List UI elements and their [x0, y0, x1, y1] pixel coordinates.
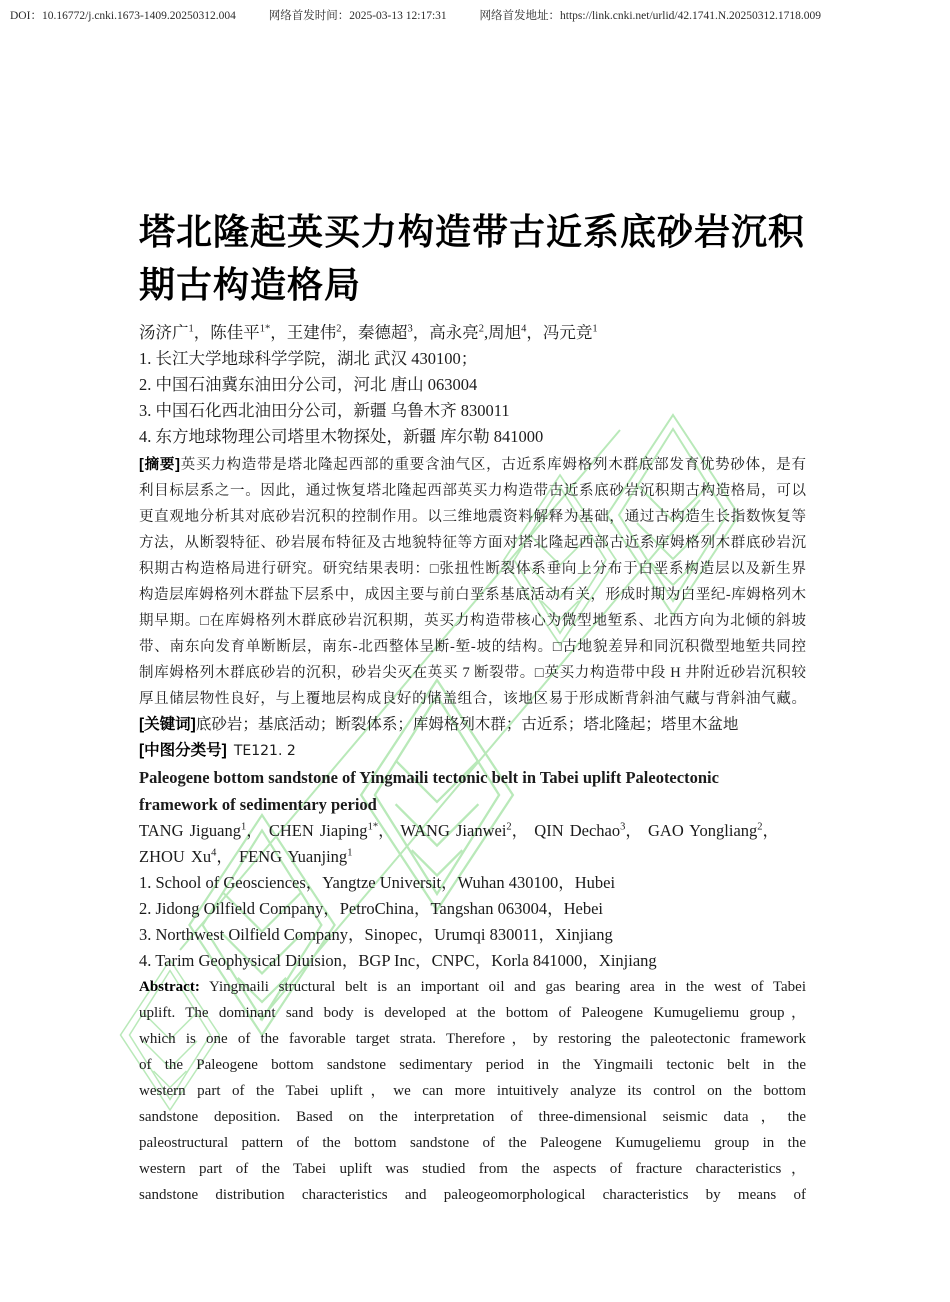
abstract-cn-line: 厚且储层物性良好，与上覆地层构成良好的储盖组合，该地区易于形成断背斜油气藏与背斜油气藏。 [139, 691, 806, 707]
author-affiliation-superscript: 1* [367, 821, 379, 833]
author-separator: ， [270, 323, 287, 342]
author-name: 冯元竞 [542, 323, 593, 342]
affiliation-cn-line: 2. 中国石油冀东油田分公司，河北 唐山 063004 [139, 375, 478, 394]
author-separator: ， [625, 821, 649, 840]
abstract-en-line: uplift. The dominant sand body is developed at the bottom of Paleogene Kumugeliemu group， [139, 1005, 806, 1021]
affiliation-cn-line: 1. 长江大学地球科学学院，湖北 武汉 430100； [139, 349, 478, 368]
abstract-cn-label: [摘要] [139, 457, 180, 473]
abstract-cn-line: 更直观地分析其对底砂岩沉积的控制作用。以三维地震资料解释为基础，通过古构造生长指数恢复等 [139, 509, 806, 525]
author-name: 陈佳平 [210, 323, 260, 342]
affiliation-en-line: 3. Northwest Oilfield Company，Sinopec，Urumqi 830011，Xinjiang [139, 925, 613, 944]
title-en-line: framework of sedimentary period [139, 795, 377, 814]
abstract-en-line: western part of the Tabei uplift was studied from the aspects of fracture characteristics， [139, 1161, 806, 1177]
doi-text: DOI：10.16772/j.cnki.1673-1409.20250312.004 [10, 10, 236, 22]
author-name: 周旭 [488, 323, 522, 342]
author-name: FENG Yuanjing [239, 847, 348, 866]
article-title-cn [139, 205, 806, 311]
title-cn-line: 期古构造格局 [139, 264, 362, 305]
authors-en-line [139, 818, 806, 844]
author-affiliation-superscript: 1 [240, 821, 247, 833]
authors-en-line [139, 844, 806, 870]
author-affiliation-superscript: 1* [259, 323, 271, 335]
abstract-en-line: sandstone distribution characteristics and paleogeomorphological characteristics by means of [139, 1187, 806, 1203]
abstract-cn-line: 方法，从断裂特征、砂岩展布特征及古地貌特征等方面对塔北隆起西部古近系库姆格列木群底砂岩沉 [139, 535, 806, 551]
author-affiliation-superscript: 2 [506, 821, 512, 833]
author-affiliation-superscript: 1 [592, 323, 598, 335]
affiliation-cn-line: 3. 中国石化西北油田分公司，新疆 乌鲁木齐 830011 [139, 401, 510, 420]
author-name: 秦德超 [358, 323, 408, 342]
abstract-cn-line: 利目标层系之一。因此，通过恢复塔北隆起西部英买力构造带古近系底砂岩沉积期古构造格局，可以 [139, 483, 806, 499]
authors-en [139, 818, 806, 870]
title-en-line: Paleogene bottom sandstone of Yingmaili tectonic belt in Tabei uplift Paleotectonic [139, 768, 719, 787]
author-separator: ， [378, 821, 401, 840]
author-affiliation-superscript: 2 [757, 821, 763, 833]
affiliations-en [139, 870, 806, 974]
author-separator: ， [246, 821, 269, 840]
publish-time-text: 网络首发时间：2025-03-13 12:17:31 [268, 10, 447, 22]
affiliation-en-line: 4. Tarim Geophysical Diuision，BGP Inc，CNPC，Korla 841000，Xinjiang [139, 951, 657, 970]
keywords-cn [139, 712, 806, 738]
authors-cn [139, 320, 806, 346]
page-header [10, 7, 851, 23]
author-affiliation-superscript: 1 [188, 323, 194, 335]
author-name: QIN Dechao [534, 821, 621, 840]
clc-label: [中图分类号] [139, 742, 227, 759]
author-separator: ， [412, 323, 430, 342]
abstract-en-line: western part of the Tabei uplift，we can more intuitively analyze its control on the bottom [139, 1083, 806, 1099]
abstract-cn-line: 制库姆格列木群底砂岩的沉积，砂岩尖灭在英买 7 断裂带。□英买力构造带中段 H 井附近砂岩沉积较 [139, 665, 806, 681]
author-separator: ， [511, 821, 535, 840]
affiliations-cn [139, 346, 806, 450]
author-separator: ， [216, 847, 239, 866]
keywords-cn-text: 底砂岩；基底活动；断裂体系；库姆格列木群；古近系；塔北隆起；塔里木盆地 [195, 716, 739, 733]
article-title-en [139, 764, 806, 818]
author-name: CHEN Jiaping [268, 821, 368, 840]
abstract-cn-line: 积期古构造格局进行研究。研究结果表明：□张扭性断裂体系垂向上分布于白垩系构造层以及新生界 [139, 561, 806, 577]
author-affiliation-superscript: 3 [620, 821, 626, 833]
keywords-cn-label: [关键词] [139, 716, 196, 733]
abstract-en-line: Abstract: Yingmaili structural belt is an important oil and gas bearing area in the west of Tabei [139, 979, 806, 995]
author-affiliation-superscript: 4 [521, 323, 527, 335]
author-name: 高永亮 [429, 323, 479, 342]
abstract-en-line: sandstone deposition. Based on the interpretation of three-dimensional seismic data，the [139, 1109, 806, 1125]
abstract-en [139, 974, 806, 1208]
article-content [139, 205, 806, 1208]
author-affiliation-superscript: 4 [211, 847, 217, 859]
publish-url-text: 网络首发地址：https://link.cnki.net/urlid/42.1741.N.20250312.1718.009 [479, 10, 822, 22]
clc-number [139, 738, 806, 764]
author-affiliation-superscript: 2 [478, 323, 484, 335]
author-name: 王建伟 [286, 323, 337, 342]
abstract-en-line: which is one of the favorable target strata. Therefore，by restoring the paleotectonic framework [139, 1031, 806, 1047]
clc-value: TE121. 2 [233, 743, 296, 759]
author-separator: ， [762, 821, 780, 840]
author-separator: , [484, 323, 489, 342]
affiliation-cn-line: 4. 东方地球物理公司塔里木物探处，新疆 库尔勒 841000 [139, 427, 544, 446]
author-name: 汤济广 [139, 323, 189, 342]
abstract-cn-line: 期早期。□在库姆格列木群底砂岩沉积期，英买力构造带核心为微型地堑系、北西方向为北倾的斜坡 [139, 613, 806, 629]
author-name: ZHOU Xu [139, 847, 212, 866]
abstract-en-label: Abstract: [139, 979, 200, 995]
abstract-cn-line: 构造层库姆格列木群盐下层系中，成因主要与前白垩系基底活动有关，形成时期为白垩纪-库姆格列木 [139, 587, 806, 603]
abstract-cn-line: 带、南东向发育单断断层，南东-北西整体呈断-堑-坡的结构。□古地貌差异和同沉积微型地堑共同控 [139, 639, 806, 655]
author-name: WANG Jianwei [400, 821, 507, 840]
author-name: TANG Jiguang [139, 821, 241, 840]
author-separator: ， [193, 323, 211, 342]
author-affiliation-superscript: 3 [407, 323, 413, 335]
abstract-cn [139, 452, 806, 712]
abstract-en-line: of the Paleogene bottom sandstone sedimentary period in the Yingmaili tectonic belt in the [139, 1057, 806, 1073]
author-affiliation-superscript: 1 [347, 847, 353, 859]
abstract-en-line: paleostructural pattern of the bottom sandstone of the Paleogene Kumugeliemu group in the [139, 1135, 806, 1151]
title-cn-line: 塔北隆起英买力构造带古近系底砂岩沉积 [139, 211, 806, 252]
author-separator: ， [526, 323, 543, 342]
author-affiliation-superscript: 2 [336, 323, 342, 335]
abstract-cn-line: [摘要]英买力构造带是塔北隆起西部的重要含油气区，古近系库姆格列木群底部发育优势砂体，是有 [139, 457, 806, 473]
affiliation-en-line: 1. School of Geosciences，Yangtze Universit，Wuhan 430100，Hubei [139, 873, 616, 892]
author-separator: ， [341, 323, 358, 342]
author-name: GAO Yongliang [648, 821, 758, 840]
affiliation-en-line: 2. Jidong Oilfield Company，PetroChina，Tangshan 063004，Hebei [139, 899, 603, 918]
